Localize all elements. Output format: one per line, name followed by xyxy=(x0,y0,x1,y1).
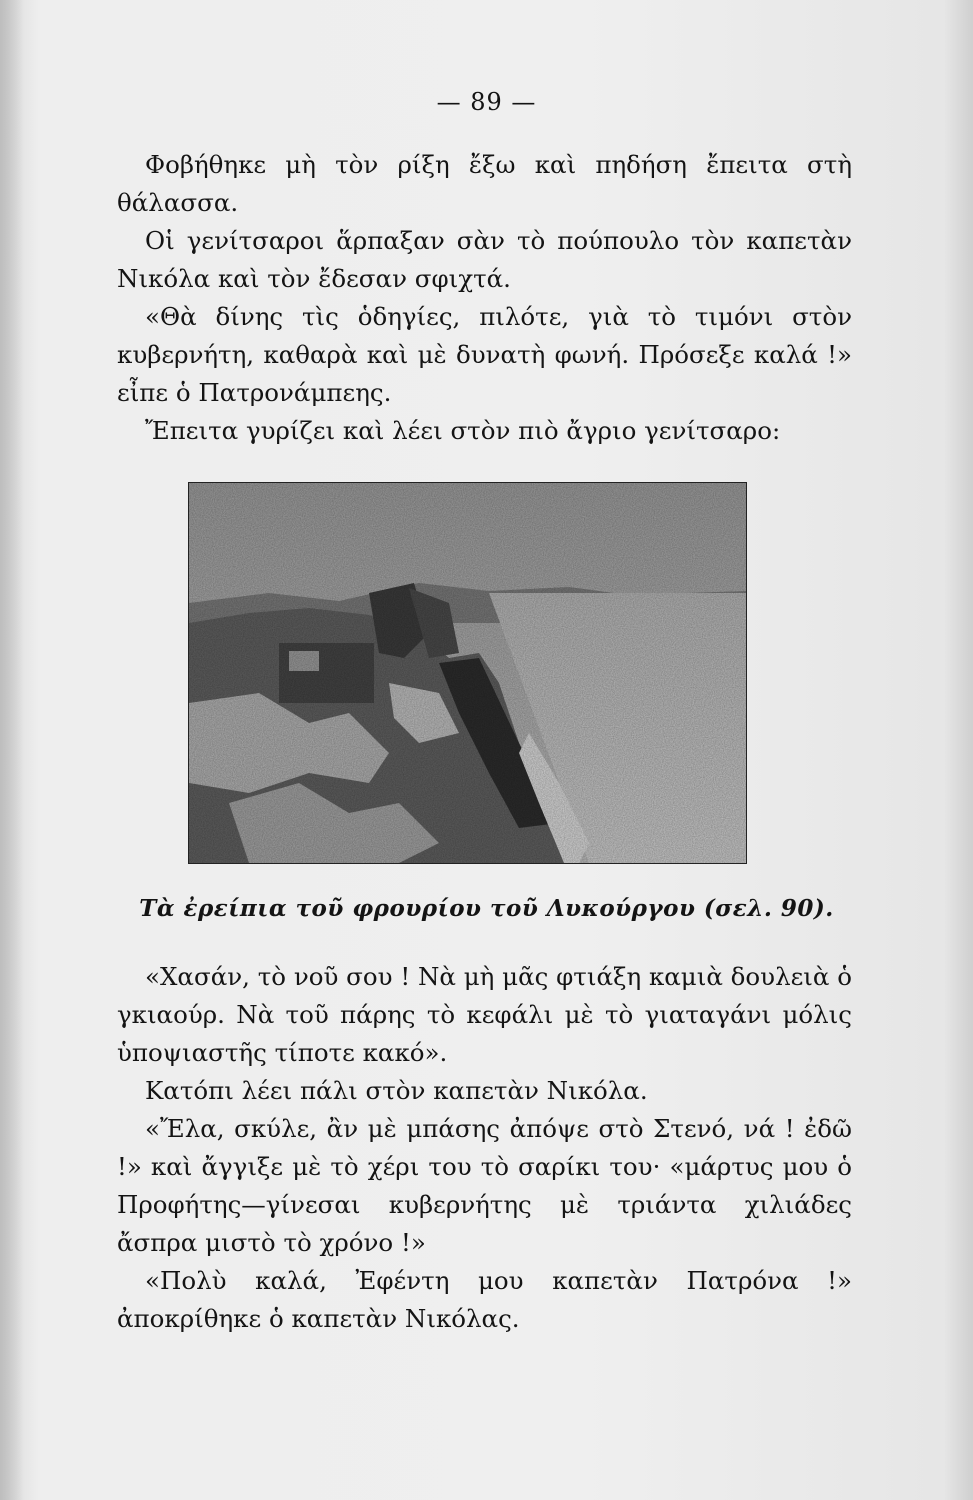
paragraph: «Χασάν, τὸ νοῦ σου ! Νὰ μὴ μᾶς φτιάξη καμιὰ δουλειὰ ὁ γκιαούρ. Νὰ τοῦ πάρης τὸ κεφάλι μὲ τὸ γιαταγάνι μόλις ὑποψιαστῆς τίποτε κακό». xyxy=(117,962,852,1067)
paragraph: Φοβήθηκε μὴ τὸν ρίξη ἔξω καὶ πηδήση ἔπειτα στὴ θάλασσα. xyxy=(117,150,852,217)
paragraph: Κατόπι λέει πάλι στὸν καπετὰν Νικόλα. xyxy=(145,1076,648,1105)
text-block-top xyxy=(117,146,852,450)
castle-ruins-photo xyxy=(188,482,747,864)
paragraph: Ἔπειτα γυρίζει καὶ λέει στὸν πιὸ ἄγριο γενίτσαρο: xyxy=(145,416,781,445)
page-gutter-shadow xyxy=(0,0,24,1500)
paragraph: «Ἔλα, σκύλε, ἂν μὲ μπάσης ἀπόψε στὸ Στενό, νά ! ἐδῶ !» καὶ ἄγγιξε μὲ τὸ χέρι του τὸ σαρίκι του· «μάρτυς μου ὁ Προφήτης—γίνεσαι κυβερνήτης μὲ τριάντα χιλιάδες ἄσπρα μιστὸ τὸ χρόνο !» xyxy=(117,1114,852,1257)
page-number: — 89 — xyxy=(436,88,537,116)
paragraph: «Πολὺ καλά, Ἐφέντη μου καπετὰν Πατρόνα !» ἀποκρίθηκε ὁ καπετὰν Νικόλας. xyxy=(117,1266,852,1333)
photo-caption: Τὰ ἐρείπια τοῦ φρουρίου τοῦ Λυκούργου (σελ. 90). xyxy=(139,895,834,922)
paragraph: Οἱ γενίτσαροι ἅρπαξαν σὰν τὸ πούπουλο τὸν καπετὰν Νικόλα καὶ τὸν ἔδεσαν σφιχτά. xyxy=(117,226,852,293)
text-block-bottom xyxy=(117,958,852,1338)
paragraph: «Θὰ δίνης τὶς ὁδηγίες, πιλότε, γιὰ τὸ τιμόνι στὸν κυβερνήτη, καθαρὰ καὶ μὲ δυνατὴ φωνή. Πρόσεξε καλά !» εἶπε ὁ Πατρονάμπεης. xyxy=(117,302,852,407)
photo-illustration xyxy=(189,483,746,863)
